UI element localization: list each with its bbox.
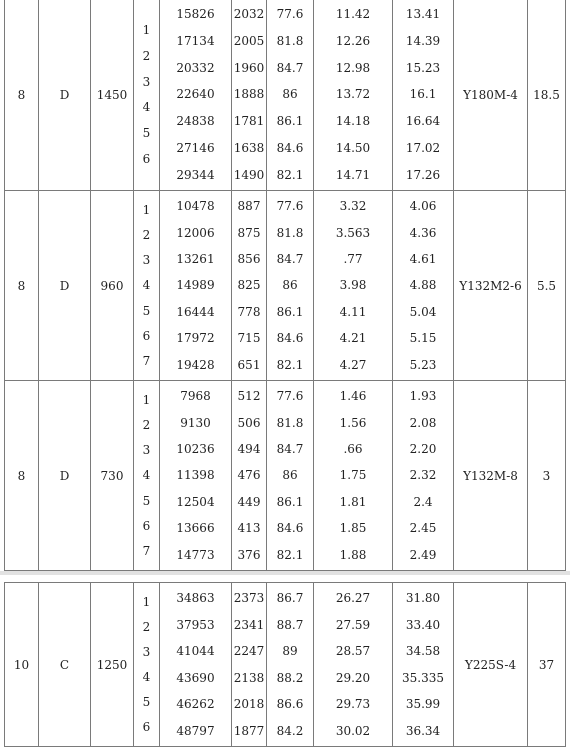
cell-value: 4 xyxy=(142,468,151,483)
power-b-cell xyxy=(393,191,454,381)
cell-value: 77.6 xyxy=(276,389,304,404)
cell-value: 1.46 xyxy=(339,389,367,404)
cell-value: 13261 xyxy=(176,252,215,267)
type-cell: D xyxy=(39,191,91,381)
performance-table-lower xyxy=(4,582,566,747)
cell-value: 86.1 xyxy=(276,494,304,509)
cell-value: 84.7 xyxy=(276,442,304,457)
cell-value: 29.20 xyxy=(335,670,371,685)
cell-value: 4.21 xyxy=(339,331,367,346)
cell-value: 3 xyxy=(142,644,151,659)
cell-value: 1.88 xyxy=(339,547,367,562)
table-row xyxy=(5,0,566,191)
cell-value: 4 xyxy=(142,100,151,115)
cell-value: 48797 xyxy=(176,723,215,738)
poles-cell: 8 xyxy=(5,191,39,381)
cell-value: 46262 xyxy=(176,697,215,712)
cell-value: 36.34 xyxy=(405,723,441,738)
cell-value: 2.32 xyxy=(409,468,437,483)
performance-table-upper xyxy=(4,0,566,571)
cell-value: 22640 xyxy=(176,87,215,102)
table-gap xyxy=(0,571,570,575)
cell-value: 12006 xyxy=(176,225,215,240)
cell-value: 1.93 xyxy=(409,389,437,404)
cell-value: 1 xyxy=(142,202,151,217)
cell-value: 651 xyxy=(237,357,261,372)
cell-value: 27146 xyxy=(176,140,215,155)
cell-value: 856 xyxy=(237,252,261,267)
cell-value: 2.4 xyxy=(413,494,433,509)
cell-value: 31.80 xyxy=(405,591,441,606)
cell-value: 14.71 xyxy=(335,167,371,182)
cell-value: 3.563 xyxy=(335,225,371,240)
motor-power-cell: 3 xyxy=(528,381,566,571)
cell-value: 2247 xyxy=(233,644,265,659)
cell-value: 16.1 xyxy=(409,87,437,102)
cell-value: 4.61 xyxy=(409,252,437,267)
cell-value: 14.39 xyxy=(405,34,441,49)
cell-value: 17134 xyxy=(176,34,215,49)
cell-value: 84.6 xyxy=(276,140,304,155)
table-row xyxy=(5,583,566,747)
speed-cell: 1250 xyxy=(91,583,134,747)
cell-value: 13.41 xyxy=(405,7,441,22)
block-1 xyxy=(5,0,566,191)
cell-value: 30.02 xyxy=(335,723,371,738)
cell-value: 3.98 xyxy=(339,278,367,293)
power-a-cell xyxy=(314,0,393,191)
cell-value: 2 xyxy=(142,619,151,634)
flow-cell xyxy=(160,583,232,747)
cell-value: 13666 xyxy=(176,521,215,536)
cell-value: 14989 xyxy=(176,278,215,293)
cell-value: 2018 xyxy=(233,697,265,712)
cell-value: 506 xyxy=(237,415,261,430)
cell-value: 413 xyxy=(237,521,261,536)
cell-value: 2138 xyxy=(233,670,265,685)
cell-value: 7 xyxy=(142,354,151,369)
cell-value: 12.98 xyxy=(335,60,371,75)
cell-value: 6 xyxy=(142,519,151,534)
cell-value: 88.2 xyxy=(276,670,304,685)
efficiency-cell xyxy=(267,381,314,571)
power-b-cell xyxy=(393,381,454,571)
pressure-cell xyxy=(232,0,267,191)
cell-value: 5 xyxy=(142,695,151,710)
cell-value: 86.1 xyxy=(276,114,304,129)
pressure-cell xyxy=(232,191,267,381)
cell-value: 14.50 xyxy=(335,140,371,155)
cell-value: 2.08 xyxy=(409,415,437,430)
cell-value: 7 xyxy=(142,544,151,559)
cell-value: 9130 xyxy=(180,415,211,430)
cell-value: 6 xyxy=(142,152,151,167)
pressure-cell xyxy=(232,583,267,747)
cell-value: 20332 xyxy=(176,60,215,75)
point-index-cell xyxy=(134,0,160,191)
cell-value: 82.1 xyxy=(276,547,304,562)
cell-value: 4.88 xyxy=(409,278,437,293)
cell-value: 4 xyxy=(142,278,151,293)
cell-value: 4.36 xyxy=(409,225,437,240)
power-a-cell xyxy=(314,583,393,747)
cell-value: 17.02 xyxy=(405,140,441,155)
cell-value: 12.26 xyxy=(335,34,371,49)
cell-value: 86 xyxy=(282,87,298,102)
cell-value: 27.59 xyxy=(335,617,371,632)
cell-value: 3 xyxy=(142,443,151,458)
cell-value: 28.57 xyxy=(335,644,371,659)
cell-value: 1638 xyxy=(233,140,265,155)
cell-value: 13.72 xyxy=(335,87,371,102)
cell-value: 14.18 xyxy=(335,114,371,129)
cell-value: 84.2 xyxy=(276,723,304,738)
cell-value: 81.8 xyxy=(276,225,304,240)
cell-value: 715 xyxy=(237,331,261,346)
cell-value: 2341 xyxy=(233,617,265,632)
table-row xyxy=(5,191,566,381)
cell-value: 1490 xyxy=(233,167,265,182)
cell-value: 77.6 xyxy=(276,7,304,22)
cell-value: 35.99 xyxy=(405,697,441,712)
cell-value: 1 xyxy=(142,392,151,407)
type-cell: D xyxy=(39,381,91,571)
cell-value: 84.6 xyxy=(276,521,304,536)
cell-value: 449 xyxy=(237,494,261,509)
cell-value: 1960 xyxy=(233,60,265,75)
cell-value: 1781 xyxy=(233,114,265,129)
cell-value: 15.23 xyxy=(405,60,441,75)
cell-value: 778 xyxy=(237,304,261,319)
cell-value: 17972 xyxy=(176,331,215,346)
cell-value: 29344 xyxy=(176,167,215,182)
cell-value: 15826 xyxy=(176,7,215,22)
cell-value: 41044 xyxy=(176,644,215,659)
cell-value: 5.04 xyxy=(409,304,437,319)
cell-value: 4.06 xyxy=(409,199,437,214)
cell-value: 86 xyxy=(282,468,298,483)
motor-power-cell: 5.5 xyxy=(528,191,566,381)
cell-value: 6 xyxy=(142,329,151,344)
cell-value: 11398 xyxy=(176,468,215,483)
cell-value: 33.40 xyxy=(405,617,441,632)
cell-value: 2032 xyxy=(233,7,265,22)
speed-cell: 1450 xyxy=(91,0,134,191)
cell-value: 1.81 xyxy=(339,494,367,509)
cell-value: 7968 xyxy=(180,389,211,404)
cell-value: 2.20 xyxy=(409,442,437,457)
cell-value: 2 xyxy=(142,227,151,242)
power-a-cell xyxy=(314,191,393,381)
cell-value: 89 xyxy=(282,644,298,659)
cell-value: 81.8 xyxy=(276,415,304,430)
cell-value: 5.15 xyxy=(409,331,437,346)
efficiency-cell xyxy=(267,191,314,381)
cell-value: 5 xyxy=(142,126,151,141)
cell-value: 2 xyxy=(142,417,151,432)
speed-cell: 960 xyxy=(91,191,134,381)
cell-value: 4 xyxy=(142,670,151,685)
cell-value: 1.75 xyxy=(339,468,367,483)
cell-value: 2.49 xyxy=(409,547,437,562)
cell-value: 825 xyxy=(237,278,261,293)
cell-value: 43690 xyxy=(176,670,215,685)
cell-value: 82.1 xyxy=(276,357,304,372)
motor-model-cell: Y225S-4 xyxy=(454,583,528,747)
motor-power-cell: 37 xyxy=(528,583,566,747)
cell-value: 84.7 xyxy=(276,60,304,75)
cell-value: 84.7 xyxy=(276,252,304,267)
cell-value: 35.335 xyxy=(402,670,444,685)
motor-power-cell: 18.5 xyxy=(528,0,566,191)
cell-value: 2005 xyxy=(233,34,265,49)
block-2 xyxy=(5,191,566,381)
cell-value: 1 xyxy=(142,22,151,37)
point-index-cell xyxy=(134,583,160,747)
cell-value: 37953 xyxy=(176,617,215,632)
motor-model-cell: Y132M-8 xyxy=(454,381,528,571)
cell-value: 5 xyxy=(142,303,151,318)
cell-value: 4.11 xyxy=(339,304,367,319)
cell-value: 5 xyxy=(142,493,151,508)
motor-model-cell: Y180M-4 xyxy=(454,0,528,191)
speed-cell: 730 xyxy=(91,381,134,571)
flow-cell xyxy=(160,381,232,571)
cell-value: 2373 xyxy=(233,591,265,606)
cell-value: 86.1 xyxy=(276,304,304,319)
cell-value: 5.23 xyxy=(409,357,437,372)
cell-value: 376 xyxy=(237,547,261,562)
cell-value: 1888 xyxy=(233,87,265,102)
cell-value: 34.58 xyxy=(405,644,441,659)
cell-value: 29.73 xyxy=(335,697,371,712)
cell-value: 14773 xyxy=(176,547,215,562)
cell-value: 81.8 xyxy=(276,34,304,49)
cell-value: 887 xyxy=(237,199,261,214)
cell-value: 1.85 xyxy=(339,521,367,536)
cell-value: 17.26 xyxy=(405,167,441,182)
cell-value: 88.7 xyxy=(276,617,304,632)
cell-value: 82.1 xyxy=(276,167,304,182)
cell-value: 2 xyxy=(142,48,151,63)
cell-value: 16.64 xyxy=(405,114,441,129)
cell-value: 2.45 xyxy=(409,521,437,536)
motor-model-cell: Y132M2-6 xyxy=(454,191,528,381)
power-b-cell xyxy=(393,0,454,191)
cell-value: 512 xyxy=(237,389,261,404)
cell-value: 19428 xyxy=(176,357,215,372)
cell-value: 16444 xyxy=(176,304,215,319)
cell-value: 11.42 xyxy=(335,7,371,22)
table-row xyxy=(5,381,566,571)
cell-value: 86.7 xyxy=(276,591,304,606)
flow-cell xyxy=(160,0,232,191)
cell-value: 1 xyxy=(142,594,151,609)
cell-value: 10236 xyxy=(176,442,215,457)
cell-value: 12504 xyxy=(176,494,215,509)
power-b-cell xyxy=(393,583,454,747)
type-cell: D xyxy=(39,0,91,191)
poles-cell: 10 xyxy=(5,583,39,747)
cell-value: 86.6 xyxy=(276,697,304,712)
cell-value: 77.6 xyxy=(276,199,304,214)
block-3 xyxy=(5,381,566,571)
cell-value: 10478 xyxy=(176,199,215,214)
efficiency-cell xyxy=(267,583,314,747)
block-4 xyxy=(5,583,566,747)
cell-value: 84.6 xyxy=(276,331,304,346)
cell-value: .66 xyxy=(343,442,363,457)
flow-cell xyxy=(160,191,232,381)
pressure-cell xyxy=(232,381,267,571)
point-index-cell xyxy=(134,191,160,381)
cell-value: 26.27 xyxy=(335,591,371,606)
poles-cell: 8 xyxy=(5,381,39,571)
cell-value: 86 xyxy=(282,278,298,293)
poles-cell: 8 xyxy=(5,0,39,191)
point-index-cell xyxy=(134,381,160,571)
efficiency-cell xyxy=(267,0,314,191)
cell-value: 1.56 xyxy=(339,415,367,430)
power-a-cell xyxy=(314,381,393,571)
cell-value: 1877 xyxy=(233,723,265,738)
cell-value: 6 xyxy=(142,720,151,735)
cell-value: 476 xyxy=(237,468,261,483)
type-cell: C xyxy=(39,583,91,747)
cell-value: 24838 xyxy=(176,114,215,129)
cell-value: 3.32 xyxy=(339,199,367,214)
cell-value: 3 xyxy=(142,253,151,268)
cell-value: .77 xyxy=(343,252,363,267)
cell-value: 875 xyxy=(237,225,261,240)
cell-value: 4.27 xyxy=(339,357,367,372)
cell-value: 494 xyxy=(237,442,261,457)
cell-value: 3 xyxy=(142,74,151,89)
cell-value: 34863 xyxy=(176,591,215,606)
